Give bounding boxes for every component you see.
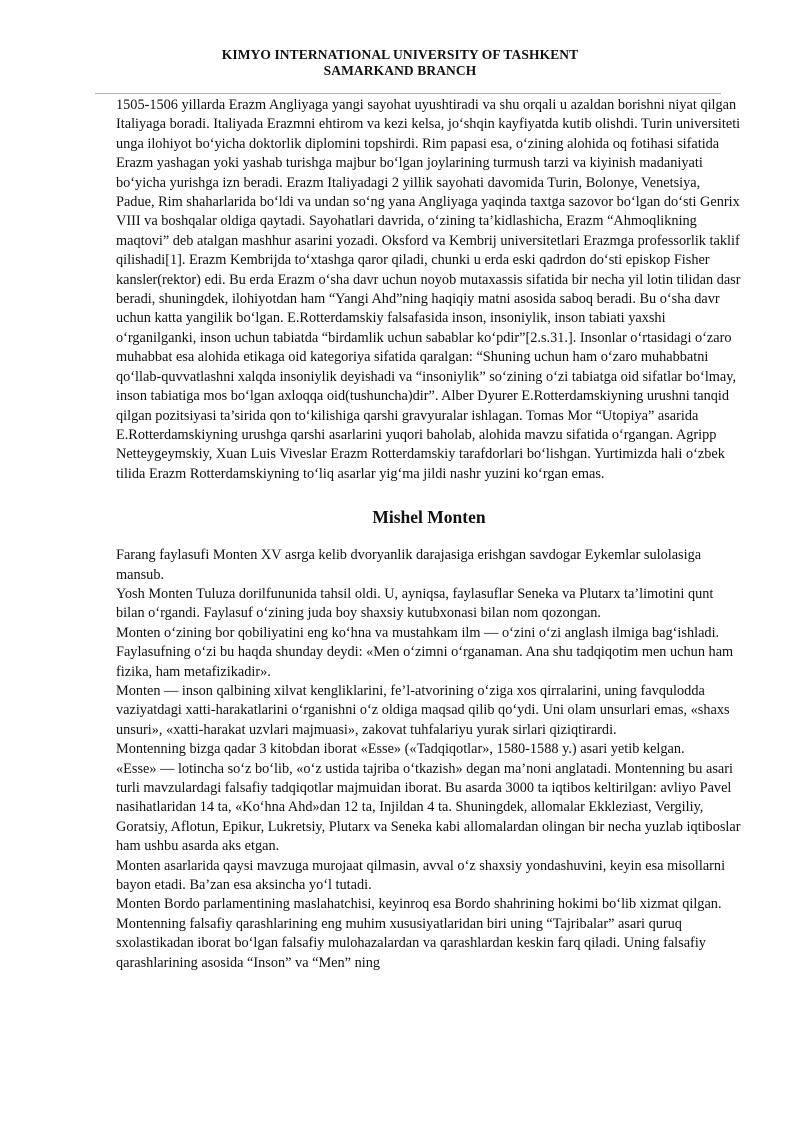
monten-paragraph-4: Monten — inson qalbining xilvat kengliklarini, fe’l-atvorining o‘ziga xos qirralarini, uning favqulodda vaziyatdagi xatti-harakatlarini o‘rganishni o‘z oldiga maqsad qilib qo‘ydi. Uni olam unsurlari emas, «shaxs unsuri», «xatti-harakat uzvlari majmuasi», zakovat tuhfalariyu yurak sirlari qiziqtirardi. xyxy=(116,682,730,738)
header-university-name: KIMYO INTERNATIONAL UNIVERSITY OF TASHKENT xyxy=(221,47,579,62)
monten-paragraph-5: Montenning bizga qadar 3 kitobdan iborat «Esse» («Tadqiqotlar», 1580-1588 y.) asari yetib kelgan. xyxy=(116,741,685,758)
document-header xyxy=(0,47,800,79)
section-title: Mishel Monten xyxy=(372,507,486,528)
monten-paragraph-1: Farang faylasufi Monten XV asrga kelib dvoryanlik darajasiga erishgan savdogar Eykemlar sulolasiga mansub. xyxy=(116,547,702,583)
monten-paragraph-8: Monten Bordo parlamentining maslahatchisi, keyinroq esa Bordo shahrining hokimi bo‘lib xizmat qilgan. Montenning falsafiy qarashlarining eng muhim xususiyatlaridan biri uning “Tajribalar” asari quruq sxolastikadan iborat bo‘lgan falsafiy mulohazalardan va qarashlardan keskin farq qiladi. Uning falsafiy qarashlarining asosida “Inson” va “Men” ning xyxy=(116,896,722,971)
document-body xyxy=(116,96,742,973)
monten-paragraph-7: Monten asarlarida qaysi mavzuga murojaat qilmasin, avval o‘z shaxsiy yondashuvini, keyin esa misollarni bayon etadi. Ba’zan esa aksincha yo‘l tutadi. xyxy=(116,857,726,894)
monten-paragraph-6: «Esse» — lotincha so‘z bo‘lib, «o‘z ustida tajriba o‘tkazish» degan ma’noni anglatadi. Montenning bu asari turli mavzulardagi falsafiy tadqiqotlar majmuidan iborat. Bu asarda 3000 ta iqtibos keltirilgan: avliyo Pavel nasihatlaridan 14 ta, «Ko‘hna Ahd»dan 12 ta, Injildan 4 ta. Shuningdek, allomalar Ekkleziast, Vergiliy, Goratsiy, Aflotun, Epikur, Lukretsiy, Plutarx va Seneka kabi allomalardan olingan bir necha yuzlab iqtiboslar ham ushbu asarda aks etgan. xyxy=(116,760,741,855)
header-branch-name: SAMARKAND BRANCH xyxy=(323,63,477,78)
monten-paragraph-2: Yosh Monten Tuluza dorilfununida tahsil oldi. U, ayniqsa, faylasuflar Seneka va Plutarx ta’limotini qunt bilan o‘rgandi. Faylasuf o‘zining juda boy shaxsiy kutubxonasi bilan nom qozongan. xyxy=(116,585,714,622)
header-divider xyxy=(95,93,721,94)
erazm-paragraph: 1505-1506 yillarda Erazm Angliyaga yangi sayohat uyushtiradi va shu orqali u azaldan borishni niyat qilgan Italiyaga boradi. Italiyada Erazmni ehtirom va kezi kelsa, jo‘shqin kayfiyatda kutib olishdi. Turin universiteti unga ilohiyot bo‘yicha doktorlik diplomini topshirdi. Rim papasi esa, o‘zining alohida oq fotihasi sifatida Erazm yashagan yoki yashab turishga majbur bo‘lgan joylarining turmush tarzi va kiyinish madaniyati bo‘yicha yurishga izn beradi. Erazm Italiyadagi 2 yillik sayohati davomida Turin, Bolonye, Venetsiya, Padue, Rim shaharlarida bo‘ldi va undan so‘ng yana Angliyaga yaqinda taxtga sazovor bo‘lgan do‘sti Genrix VIII va boshqalar oldiga qaytadi. Sayohatlari davrida, o‘zining ta’kidlashicha, Erazm “Ahmoqlikning maqtovi” deb atalgan mashhur asarini yozadi. Oksford va Kembrij universitetlari Erazmga professorlik taklif qilishadi[1]. Erazm Kembrijda to‘xtashga qaror qiladi, chunki u erda eski qadrdon do‘sti episkop Fisher kansler(rektor) edi. Bu erda Erazm o‘sha davr uchun noyob mutaxassis sifatida bir necha yil lotin tilidan dasr beradi, shuningdek, ilohiyotdan ham “Yangi Ahd”ning haqiqiy matni asosida saboq beradi. Bu o‘sha davr uchun katta yangilik bo‘lgan. E.Rotterdamskiy falsafasida inson, insoniylik, inson tabiati yaxshi o‘rganilganki, inson uchun tabiatda “birdamlik uchun sabablar ko‘pdir”[2.s.31.]. Insonlar o‘rtasidagi o‘zaro muhabbat esa alohida etikaga oid kategoriya sifatida qaralgan: “Shuning uchun ham o‘zaro muhabbatni qo‘llab-quvvatlashni xalqda insoniylik deyishadi va “insoniylik” so‘zining o‘zi tabiatga oid sifatlar bo‘lmay, inson tabiatiga mos bo‘lgan axloqqa oid(tushuncha)dir”. Alber Dyurer E.Rotterdamskiyning urushni tanqid qilgan pozitsiyasi ta’sirida qon to‘kilishiga qarshi gravyuralar ishlagan. Tomas Mor “Utopiya” asarida E.Rotterdamskiyning urushga qarshi asarlarini yuqori baholab, alohida mavzu sifatida o‘rgangan. Agripp Netteygeymskiy, Xuan Luis Viveslar Erazm Rotterdamskiy tarafdorlari bo‘lishgan. Yurtimizda hali o‘zbek tilida Erazm Rotterdamskiyning to‘liq asarlar yig‘ma jildi nashr yuzini ko‘rgan emas. xyxy=(116,97,741,482)
monten-paragraph-3: Monten o‘zining bor qobiliyatini eng ko‘hna va mustahkam ilm — o‘zini o‘zi anglash ilmiga bag‘ishladi. Faylasufning o‘zi bu haqda shunday deydi: «Men o‘zimni o‘rganaman. Ana shu tadqiqotim men uchun ham fizika, ham metafizikadir». xyxy=(116,624,734,680)
